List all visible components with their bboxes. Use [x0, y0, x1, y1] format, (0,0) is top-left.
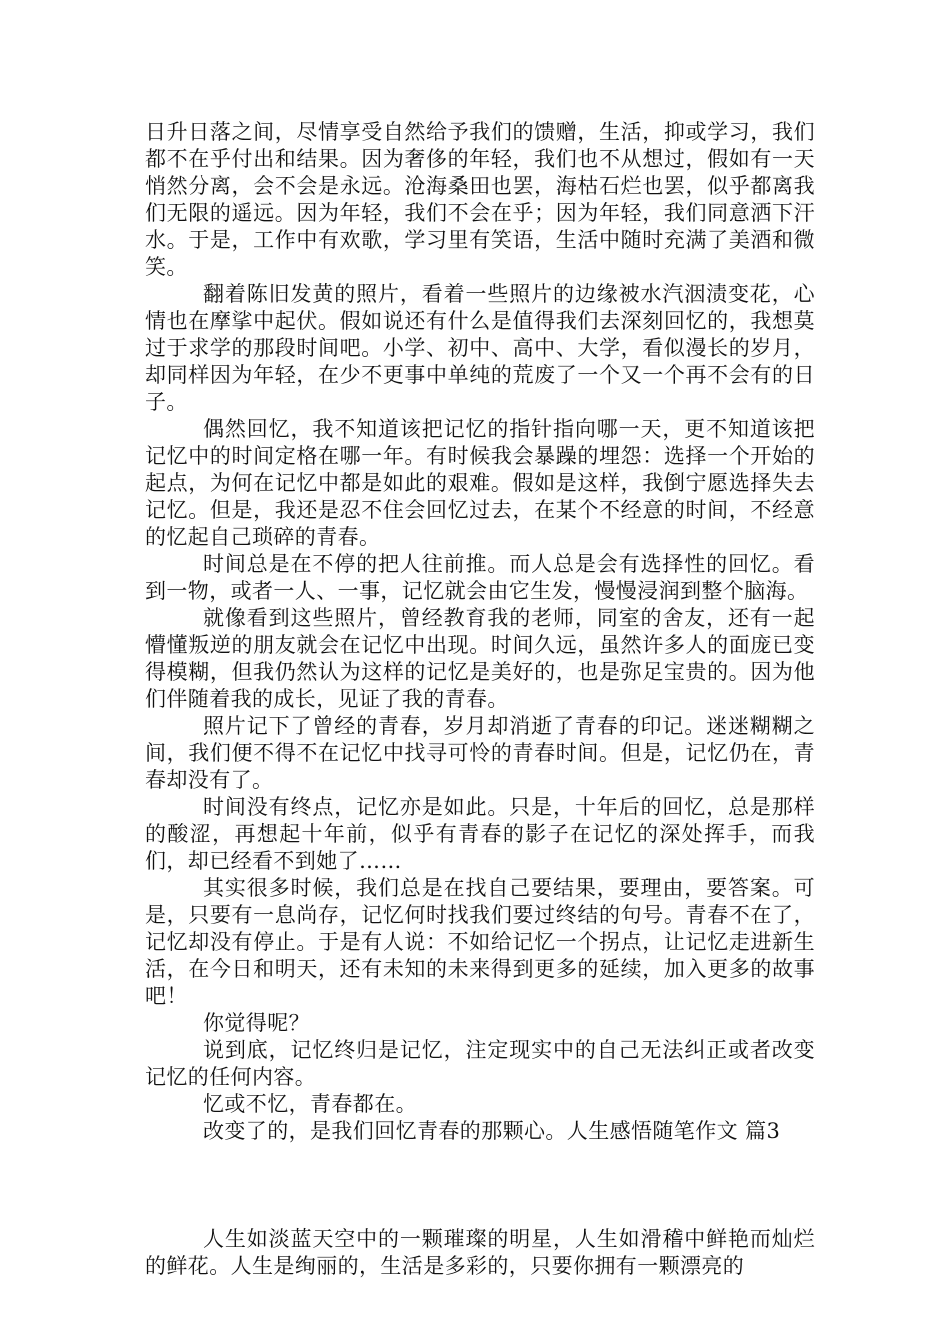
document-body: [145, 119, 815, 1280]
paragraph-11: 忆或不忆，青春都在。: [203, 1092, 417, 1116]
paragraph-8: 其实很多时候，我们总是在找自己要结果，要理由，要答案。可是，只要有一息尚存，记忆何时找我们要过终结的句号。青春不在了，记忆却没有停止。于是有人说：不如给记忆一个拐点，让记忆走进新生活，在今日和明天，还有未知的未来得到更多的延续，加入更多的故事吧！: [145, 876, 815, 1008]
paragraph-5: 就像看到这些照片，曾经教育我的老师，同室的舍友，还有一起懵懂叛逆的朋友就会在记忆中出现。时间久远，虽然许多人的面庞已变得模糊，但我仍然认为这样的记忆是美好的，也是弥足宝贵的。因为他们伴随着我的成长，见证了我的青春。: [145, 606, 815, 711]
paragraph-2: 翻着陈旧发黄的照片，看着一些照片的边缘被水汽洇渍变花，心情也在摩挲中起伏。假如说还有什么是值得我们去深刻回忆的，我想莫过于求学的那段时间吧。小学、初中、高中、大学，看似漫长的岁月，却同样因为年轻，在少不更事中单纯的荒废了一个又一个再不会有的日子。: [145, 282, 815, 414]
paragraph-3: 偶然回忆，我不知道该把记忆的指针指向哪一天，更不知道该把记忆中的时间定格在哪一年。有时候我会暴躁的埋怨：选择一个开始的起点，为何在记忆中都是如此的艰难。假如是这样，我倒宁愿选择失去记忆。但是，我还是忍不住会回忆过去，在某个不经意的时间，不经意的忆起自己琐碎的青春。: [145, 417, 815, 549]
paragraph-13: 人生如淡蓝天空中的一颗璀璨的明星，人生如滑稽中鲜艳而灿烂的鲜花。人生是绚丽的，生活是多彩的，只要你拥有一颗漂亮的: [145, 1227, 815, 1278]
paragraph-9: 你觉得呢？: [203, 1011, 310, 1035]
paragraph-6: 照片记下了曾经的青春，岁月却消逝了青春的印记。迷迷糊糊之间，我们便不得不在记忆中找寻可怜的青春时间。但是，记忆仍在，青春却没有了。: [145, 714, 815, 792]
section-gap: [145, 1145, 815, 1226]
paragraph-1: 日升日落之间，尽情享受自然给予我们的馈赠，生活，抑或学习，我们都不在乎付出和结果。因为奢侈的年轻，我们也不从想过，假如有一天悄然分离，会不会是永远。沧海桑田也罢，海枯石烂也罢，似乎都离我们无限的遥远。因为年轻，我们不会在乎；因为年轻，我们同意洒下汗水。于是，工作中有欢歌，学习里有笑语，生活中随时充满了美酒和微笑。: [145, 120, 815, 279]
paragraph-12-section-heading: 改变了的，是我们回忆青春的那颗心。人生感悟随笔作文 篇3: [203, 1119, 781, 1143]
paragraph-4: 时间总是在不停的把人往前推。而人总是会有选择性的回忆。看到一物，或者一人、一事，记忆就会由它生发，慢慢浸润到整个脑海。: [145, 552, 815, 603]
paragraph-10: 说到底，记忆终归是记忆，注定现实中的自己无法纠正或者改变记忆的任何内容。: [145, 1038, 815, 1089]
paragraph-7: 时间没有终点，记忆亦是如此。只是，十年后的回忆，总是那样的酸涩，再想起十年前，似乎有青春的影子在记忆的深处挥手，而我们，却已经看不到她了……: [145, 795, 815, 873]
